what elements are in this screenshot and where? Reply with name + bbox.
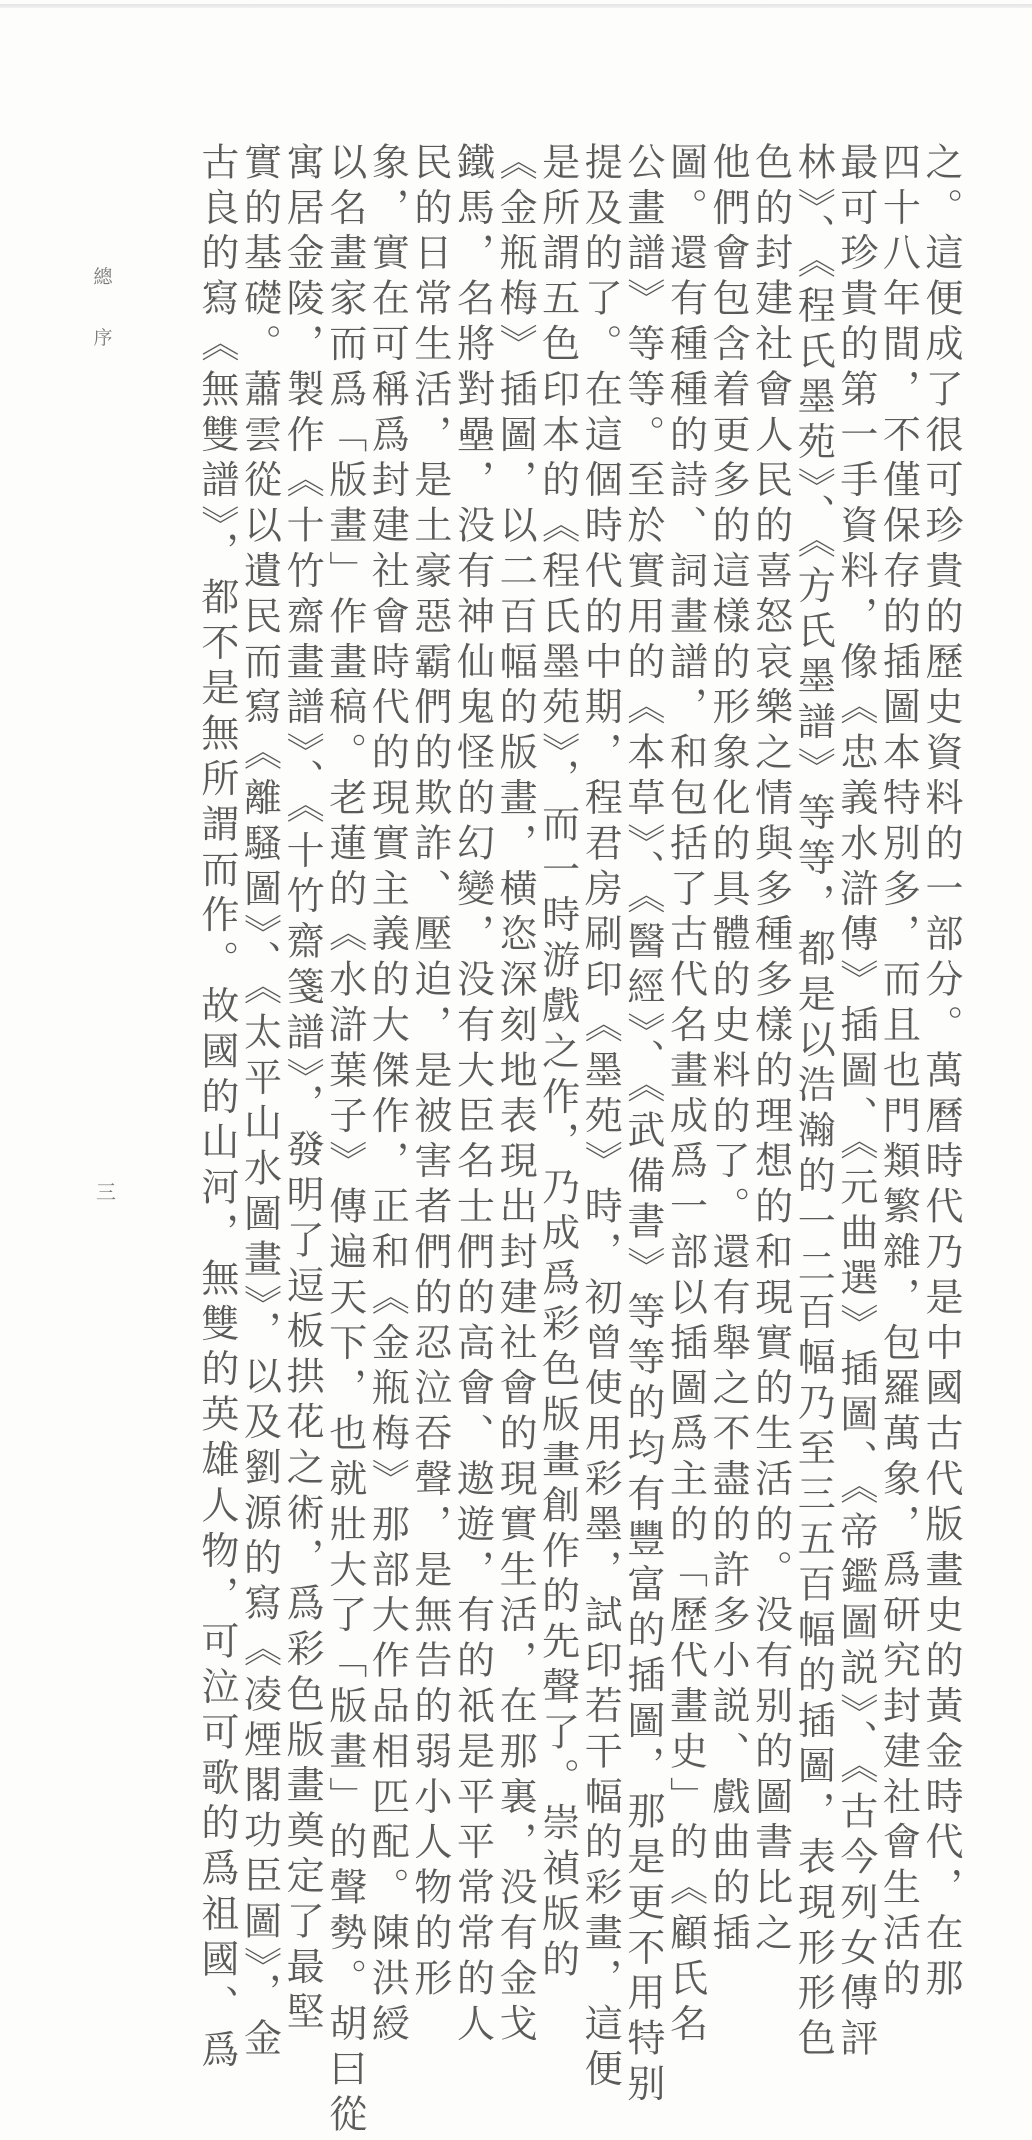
text-column: 《金瓶梅》插圖，以二百幅的版畫，横恣深刻地表現出封建社會的現實生活，在那裏，没有金戈 [493,142,538,2049]
text-column: 以名畫家而爲「版畫」作畫稿。老蓮的《水滸葉子》傳遍天下，也就壯大了「版畫」的聲勢。胡曰從 [322,142,367,2140]
running-head-char: 序 [93,327,113,349]
text-column: 他們會包含着更多的這樣的形象化的具體的史料的了。還有舉之不盡的許多小説、戲曲的插 [706,142,751,1958]
text-column: 寓居金陵，製作《十竹齋畫譜》、《十竹齋箋譜》，發明了逗板拱花之術，爲彩色版畫奠定了最堅 [280,142,325,2038]
text-column: 是所謂五色印本的《程氏墨苑》，而一時游戲之作，乃成爲彩色版畫創作的先聲了。崇禎版的 [535,142,580,1985]
running-head [88,268,118,348]
vertical-text-body [194,142,963,2140]
text-column: 象，實在可稱爲封建社會時代的現實主義的大傑作，正和《金瓶梅》那部大作品相匹配。陳洪綬 [365,142,410,2049]
text-column: 民的日常生活，是土豪惡霸們的欺詐、壓迫，是被害者們的忍泣吞聲，是無告的弱小人物的形 [407,142,452,2004]
text-column: 鐵馬，名將對壘，没有神仙鬼怪的幻變，没有大臣名士們的高會、遨遊，有的祇是平平常常的人 [450,142,495,2049]
text-column: 古良的寫《無雙譜》，都不是無所謂而作。故國的山河，無雙的英雄人物，可泣可歌的爲祖國、爲 [194,142,239,2076]
text-column: 色的封建社會人民的喜怒哀樂之情與多種多樣的理想的和現實的生活的。没有别的圖書比之 [748,142,793,1958]
text-column: 四十八年間，不僅保存的插圖本特別多，而且也門類繁雜，包羅萬象，爲研究封建社會生活的 [876,142,921,2004]
text-column: 最可珍貴的第一手資料，像《忠義水滸傳》插圖、《元曲選》插圖、《帝鑑圖説》、《古今列女傳評 [833,142,878,2064]
text-column: 實的基礎。蕭雲從以遺民而寫《離騷圖》、《太平山水圖畫》，以及劉源的寫《凌煙閣功臣圖》，金 [237,142,282,2064]
text-column: 公畫譜》等等。至於實用的《本草》、《醫經》、《武備書》等等的均有豐富的插圖，那是更不用特别 [620,142,665,2109]
text-column: 林》、《程氏墨苑》、《方氏墨譜》等等，都是以浩瀚的一二百幅乃至三五百幅的插圖，表現形形色 [791,142,836,2064]
scan-edge [0,4,1032,8]
text-column: 提及的了。在這個時代的中期，程君房刷印《墨苑》時，初曾使用彩墨，試印若干幅的彩畫，這便 [578,142,623,2095]
page-number: 三 [96,1180,116,1204]
text-column: 圖。還有種種的詩、詞畫譜，和包括了古代名畫成爲一部以插圖爲主的「歷代畫史」的《顧氏名 [663,142,708,2049]
text-column: 之。這便成了很可珍貴的歷史資料的一部分。萬曆時代乃是中國古代版畫史的黃金時代，在那 [919,142,963,2004]
running-head-char: 總 [93,266,113,288]
